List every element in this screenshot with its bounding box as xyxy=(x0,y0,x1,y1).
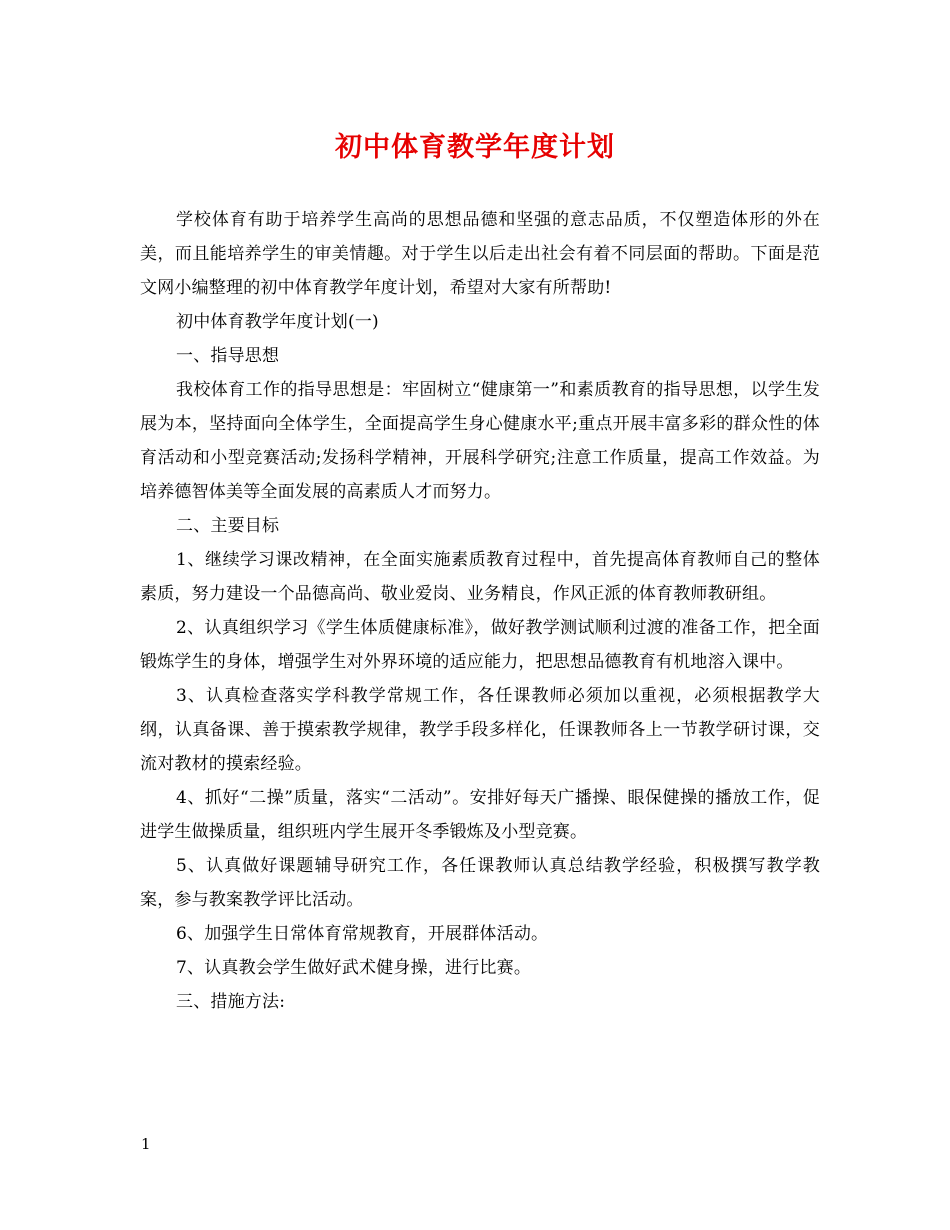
section-heading-plan-one: 初中体育教学年度计划(一) xyxy=(176,312,379,332)
section-heading-guiding-ideology: 一、指导思想 xyxy=(176,346,280,366)
section-heading-main-goals: 二、主要目标 xyxy=(176,516,280,536)
paragraph-intro: 学校体育有助于培养学生高尚的思想品德和坚强的意志品质，不仅塑造体形的外在美，而且能培养学生的审美情趣。对于学生以后走出社会有着不同层面的帮助。下面是范文网小编整理的初中体育教学年度计划，希望对大家有所帮助! xyxy=(140,210,820,298)
goal-item-6: 6、加强学生日常体育常规教育，开展群体活动。 xyxy=(176,924,549,944)
paragraph-guiding-ideology: 我校体育工作的指导思想是：牢固树立“健康第一”和素质教育的指导思想，以学生发展为本，坚持面向全体学生，全面提高学生身心健康水平;重点开展丰富多彩的群众性的体育活动和小型竞赛活动;发扬科学精神，开展科学研究;注意工作质量，提高工作效益。为培养德智体美等全面发展的高素质人才而努力。 xyxy=(140,380,820,502)
goal-item-7: 7、认真教会学生做好武术健身操，进行比赛。 xyxy=(176,958,532,978)
goal-item-2: 2、认真组织学习《学生体质健康标准》，做好教学测试顺利过渡的准备工作，把全面锻炼学生的身体，增强学生对外界环境的适应能力，把思想品德教育有机地溶入课中。 xyxy=(140,618,820,672)
goal-item-5: 5、认真做好课题辅导研究工作，各任课教师认真总结教学经验，积极撰写教学教案，参与教案教学评比活动。 xyxy=(140,856,820,910)
goal-item-1: 1、继续学习课改精神，在全面实施素质教育过程中，首先提高体育教师自己的整体素质，努力建设一个品德高尚、敬业爱岗、业务精良，作风正派的体育教师教研组。 xyxy=(140,550,820,604)
goal-item-4: 4、抓好“二操”质量，落实“二活动”。安排好每天广播操、眼保健操的播放工作，促进学生做操质量，组织班内学生展开冬季锻炼及小型竞赛。 xyxy=(140,788,820,842)
page-number: 1 xyxy=(141,1135,151,1153)
section-heading-measures: 三、措施方法: xyxy=(176,992,286,1012)
document-body xyxy=(140,203,820,1019)
goal-item-3: 3、认真检查落实学科教学常规工作，各任课教师必须加以重视，必须根据教学大纲，认真备课、善于摸索教学规律，教学手段多样化，任课教师各上一节教学研讨课，交流对教材的摸索经验。 xyxy=(140,686,820,774)
document-title: 初中体育教学年度计划 xyxy=(335,132,615,163)
